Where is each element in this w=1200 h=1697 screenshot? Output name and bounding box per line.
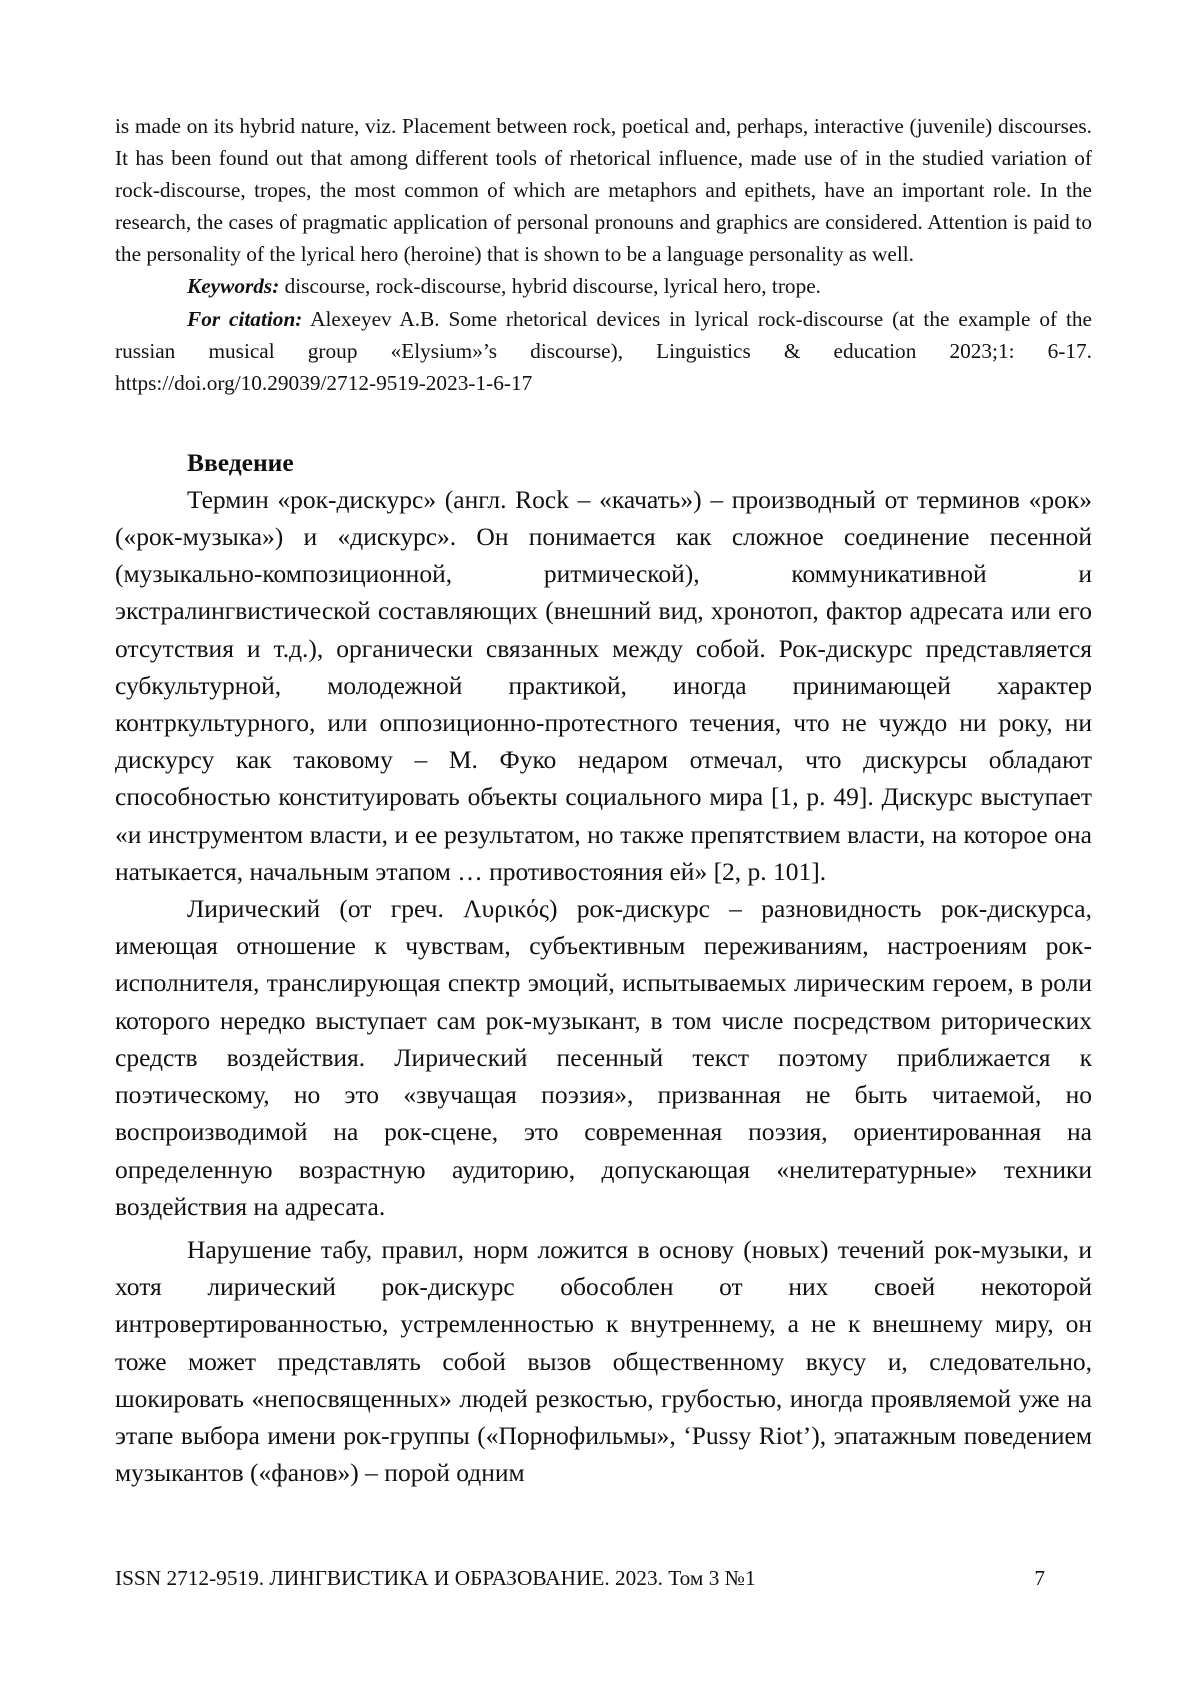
citation-label: For citation: (187, 306, 303, 331)
body-paragraph: Лирический (от греч. Λυρικός) рок-дискурс – разновидность рок-дискурса, имеющая отношение к чувствам, субъективным переживаниям, настроениям рок-исполнителя, транслирующая спектр эмоций, испытываемых лирическим героем, в роли которого нередко выступает сам рок-музыкант, в том числе посредством риторических средств воздействия. Лирический песенный текст поэтому приближается к поэтическому, но это «звучащая поэзия», призванная не быть читаемой, но воспроизводимой на рок-сцене, это современная поэзия, ориентированная на определенную возрастную аудиторию, допускающая «нелитературные» техники воздействия на адресата. (115, 894, 1092, 1221)
body-paragraph: Нарушение табу, правил, норм ложится в основу (новых) течений рок-музыки, и хотя лирический рок-дискурс обособлен от них своей некоторой интровертированностью, устремленностью к внутреннему, а не к внешнему миру, он тоже может представлять собой вызов общественному вкусу и, следовательно, шокировать «непосвященных» людей резкостью, грубостью, иногда проявляемой уже на этапе выбора имени рок-группы («Порнофильмы», ‘Pussy Riot’), эпатажным поведением музыкантов («фанов») – порой одним (115, 1234, 1092, 1488)
keywords-text: discourse, rock-discourse, hybrid discourse, lyrical hero, trope. (279, 274, 822, 299)
section-body (115, 481, 1092, 1491)
citation-text: Alexeyev A.B. Some rhetorical devices in lyrical rock-discourse (at the example of the russian musical group «Elysium»’s discourse), Linguistics & education 2023;1: 6-17. https://doi.org/10.29039/2712-9519-2023-1-6-17 (115, 306, 1092, 395)
journal-info: ISSN 2712-9519. ЛИНГВИСТИКА И ОБРАЗОВАНИЕ. 2023. Том 3 №1 (115, 1566, 756, 1590)
body-paragraph: Термин «рок-дискурс» (англ. Rock – «качать») – производный от терминов «рок» («рок-музыка») и «дискурс». Он понимается как сложное соединение песенной (музыкально-композиционной, ритмической), коммуникативной и экстралингвистической составляющих (внешний вид, хронотоп, фактор адресата или его отсутствия и т.д.), органически связанных между собой. Рок-дискурс представляется субкультурной, молодежной практикой, иногда принимающей характер контркультурного, или оппозиционно-протестного течения, что не чуждо ни року, ни дискурсу как таковому – М. Фуко недаром отмечал, что дискурсы обладают способностью конституировать объекты социального мира [1, р. 49]. Дискурс выступает «и инструментом власти, и ее результатом, но также препятствием власти, на которое она натыкается, начальным этапом … противостояния ей» [2, р. 101]. (115, 484, 1092, 886)
citation-line (115, 303, 1092, 399)
abstract-continuation: is made on its hybrid nature, viz. Placement between rock, poetical and, perhaps, interactive (juvenile) discourses. It has been found out that among different tools of rhetorical influence, made use of in the studied variation of rock-discourse, tropes, the most common of which are metaphors and epithets, have an important role. In the research, the cases of pragmatic application of personal pronouns and graphics are considered. Attention is paid to the personality of the lyrical hero (heroine) that is shown to be a language personality as well. (115, 114, 1092, 267)
abstract (115, 110, 1092, 399)
page-footer (115, 1564, 1045, 1592)
section-heading: Введение (187, 447, 294, 477)
page-content (115, 110, 1092, 1491)
page-number: 7 (1034, 1566, 1045, 1590)
keywords-label: Keywords: (187, 274, 280, 299)
keywords-line (115, 270, 1092, 302)
